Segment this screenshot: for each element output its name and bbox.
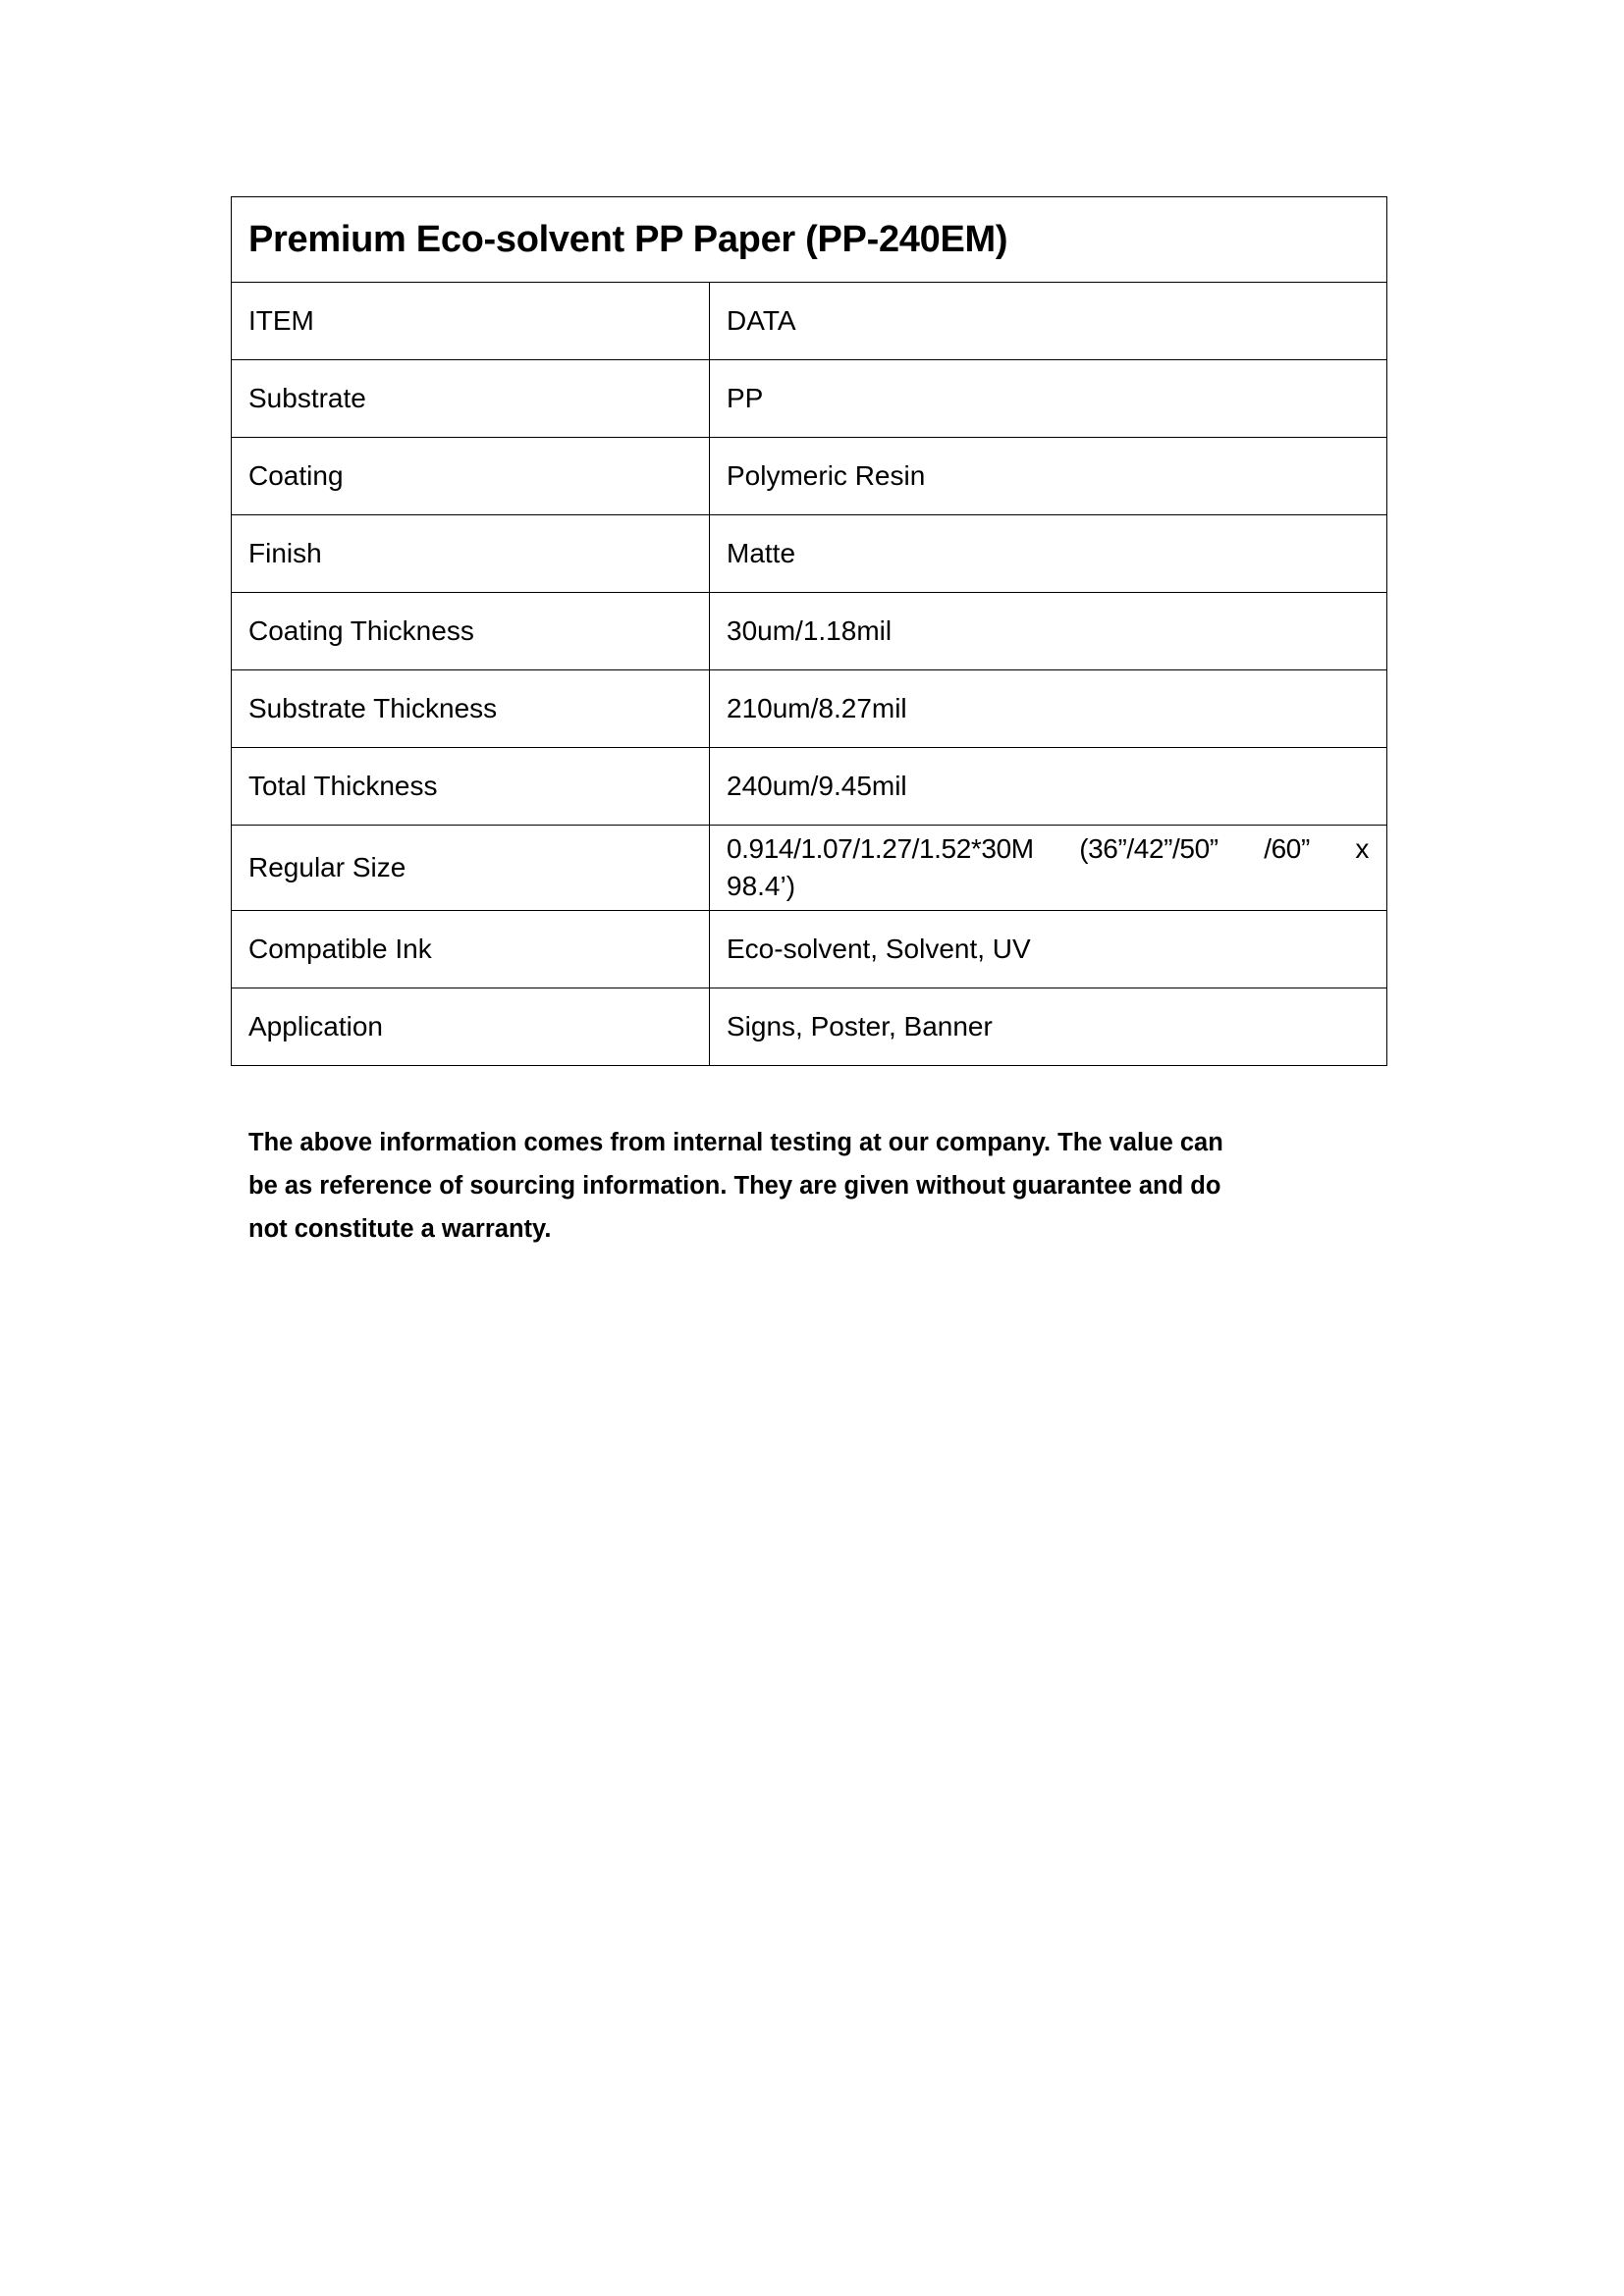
row-data: Eco-solvent, Solvent, UV [710, 911, 1387, 988]
header-data: DATA [710, 283, 1387, 360]
row-item: Regular Size [232, 826, 710, 911]
disclaimer-line: The above information comes from internal testing at our company. The value can [248, 1129, 1223, 1156]
row-data [710, 826, 1387, 911]
row-data: 30um/1.18mil [710, 593, 1387, 670]
row-item: Substrate [232, 360, 710, 438]
row-data-line: 0.914/1.07/1.27/1.52*30M (36”/42”/50” /60” x [727, 833, 1370, 864]
row-item: Substrate Thickness [232, 670, 710, 748]
table-row [232, 911, 1387, 988]
table-row [232, 988, 1387, 1066]
product-title: Premium Eco-solvent PP Paper (PP-240EM) [232, 197, 1387, 283]
row-item: Compatible Ink [232, 911, 710, 988]
row-item: Coating [232, 438, 710, 515]
table-row [232, 438, 1387, 515]
spec-table [231, 196, 1387, 1066]
row-item: Finish [232, 515, 710, 593]
row-data: 240um/9.45mil [710, 748, 1387, 826]
table-row [232, 515, 1387, 593]
row-data: Polymeric Resin [710, 438, 1387, 515]
disclaimer-line: not constitute a warranty. [248, 1215, 552, 1243]
row-data-line: 98.4’) [727, 871, 796, 901]
table-row [232, 826, 1387, 911]
title-row [232, 197, 1387, 283]
row-data: PP [710, 360, 1387, 438]
row-data: Signs, Poster, Banner [710, 988, 1387, 1066]
table-row [232, 360, 1387, 438]
row-item: Total Thickness [232, 748, 710, 826]
row-item: Application [232, 988, 710, 1066]
table-row [232, 748, 1387, 826]
row-data: Matte [710, 515, 1387, 593]
header-item: ITEM [232, 283, 710, 360]
header-row [232, 283, 1387, 360]
disclaimer-note [248, 1121, 1387, 1251]
row-data: 210um/8.27mil [710, 670, 1387, 748]
table-row [232, 593, 1387, 670]
disclaimer-line: be as reference of sourcing information. They are given without guarantee and do [248, 1172, 1221, 1200]
row-item: Coating Thickness [232, 593, 710, 670]
table-row [232, 670, 1387, 748]
